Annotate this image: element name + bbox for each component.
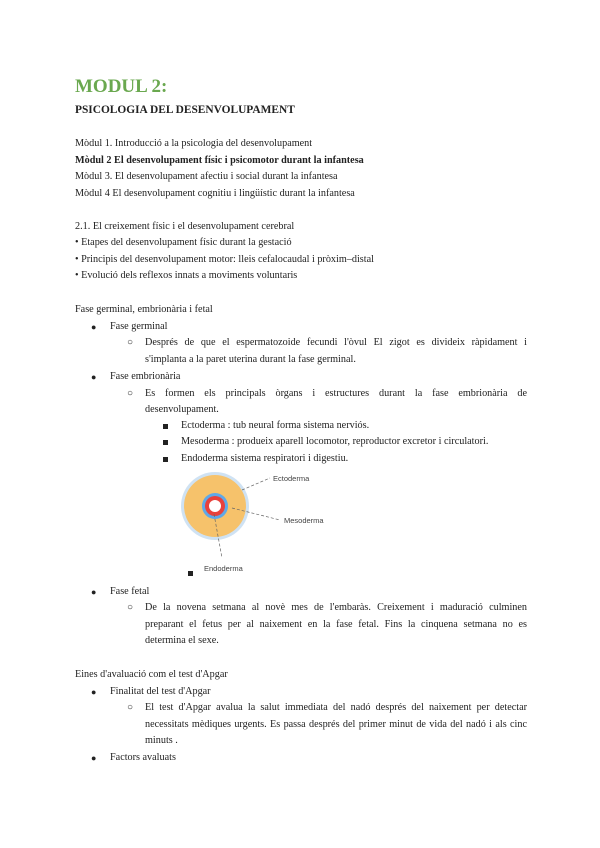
diagram-core <box>209 500 221 512</box>
bullet-disc-icon: ● <box>91 587 97 597</box>
page-subtitle: PSICOLOGIA DEL DESENVOLUPAMENT <box>75 104 295 116</box>
section-bullet: • Etapes del desenvolupament físic durant la gestació <box>75 237 292 248</box>
bullet-circle-icon: ○ <box>127 602 134 613</box>
bullet-circle-icon: ○ <box>127 337 134 348</box>
page-title: MODUL 2: <box>75 76 168 97</box>
fetal-text: determina el sexe. <box>145 635 219 646</box>
germinal-text: Després de que el espermatozoide fecundi l'òvul El zigot es divideix ràpidament i <box>145 337 527 348</box>
module-item-current: Mòdul 2 El desenvolupament físic i psicomotor durant la infantesa <box>75 155 364 166</box>
module-item: Mòdul 1. Introducció a la psicologia del desenvolupament <box>75 138 313 149</box>
module-item: Mòdul 4 El desenvolupament cognitiu i lingüístic durant la infantesa <box>75 188 355 199</box>
germinal-text: s'implanta a la paret uterina durant la fase germinal. <box>145 354 356 365</box>
bullet-square-icon <box>163 424 168 429</box>
apgar-text: El test d'Apgar avalua la salut immediata del nadó després del naixement per detectar <box>145 702 527 713</box>
bullet-square-icon <box>163 440 168 445</box>
bullet-disc-icon: ● <box>91 372 97 382</box>
diagram-label-mesoderm: Mesoderma <box>284 516 324 525</box>
apgar-heading: Eines d'avaluació com el test d'Apgar <box>75 669 228 680</box>
apgar-text: necessitats mèdiques urgents. Es passa després del primer minut de vida del nadó i als cinc <box>145 719 527 730</box>
module-item: Mòdul 3. El desenvolupament afectiu i social durant la infantesa <box>75 171 338 182</box>
bullet-circle-icon: ○ <box>127 702 134 713</box>
layer-endoderm: Endoderma sistema respiratori i digestiu. <box>181 453 349 464</box>
section-bullet: • Principis del desenvolupament motor: lleis cefalocaudal i pròxim–distal <box>75 254 374 265</box>
bullet-square-icon <box>163 457 168 462</box>
embrionaria-text: Es formen els principals òrgans i estructures durant la fase embrionària de <box>145 388 527 399</box>
fetal-text: preparant el fetus per al naixement en la fase fetal. Fins la cinquena setmana no es <box>145 619 527 630</box>
bullet-disc-icon: ● <box>91 322 97 332</box>
bullet-square-icon <box>188 571 193 576</box>
layer-mesoderm: Mesoderma : produeix aparell locomotor, reproductor excretor i circulatori. <box>181 436 489 447</box>
apgar-text: minuts . <box>145 735 178 746</box>
bullet-disc-icon: ● <box>91 753 97 763</box>
layer-ectoderm: Ectoderma : tub neural forma sistema nerviós. <box>181 420 370 431</box>
germ-layers-diagram <box>180 470 380 580</box>
phases-heading: Fase germinal, embrionària i fetal <box>75 304 213 315</box>
apgar-factors-label: Factors avaluats <box>110 752 176 763</box>
embrionaria-text: desenvolupament. <box>145 404 219 415</box>
diagram-label-ectoderm: Ectoderma <box>273 474 310 483</box>
fetal-label: Fase fetal <box>110 586 150 597</box>
bullet-circle-icon: ○ <box>127 388 134 399</box>
section-heading: 2.1. El creixement físic i el desenvolupament cerebral <box>75 221 295 232</box>
section-bullet: • Evolució dels reflexos innats a moviments voluntaris <box>75 270 298 281</box>
embrionaria-label: Fase embrionària <box>110 371 181 382</box>
apgar-finalitat-label: Finalitat del test d'Apgar <box>110 686 211 697</box>
germinal-label: Fase germinal <box>110 321 168 332</box>
bullet-disc-icon: ● <box>91 687 97 697</box>
diagram-label-endoderm: Endoderma <box>204 564 243 573</box>
fetal-text: De la novena setmana al novè mes de l'embaràs. Creixement i maduració culminen <box>145 602 527 613</box>
diagram-pointer <box>242 478 270 490</box>
